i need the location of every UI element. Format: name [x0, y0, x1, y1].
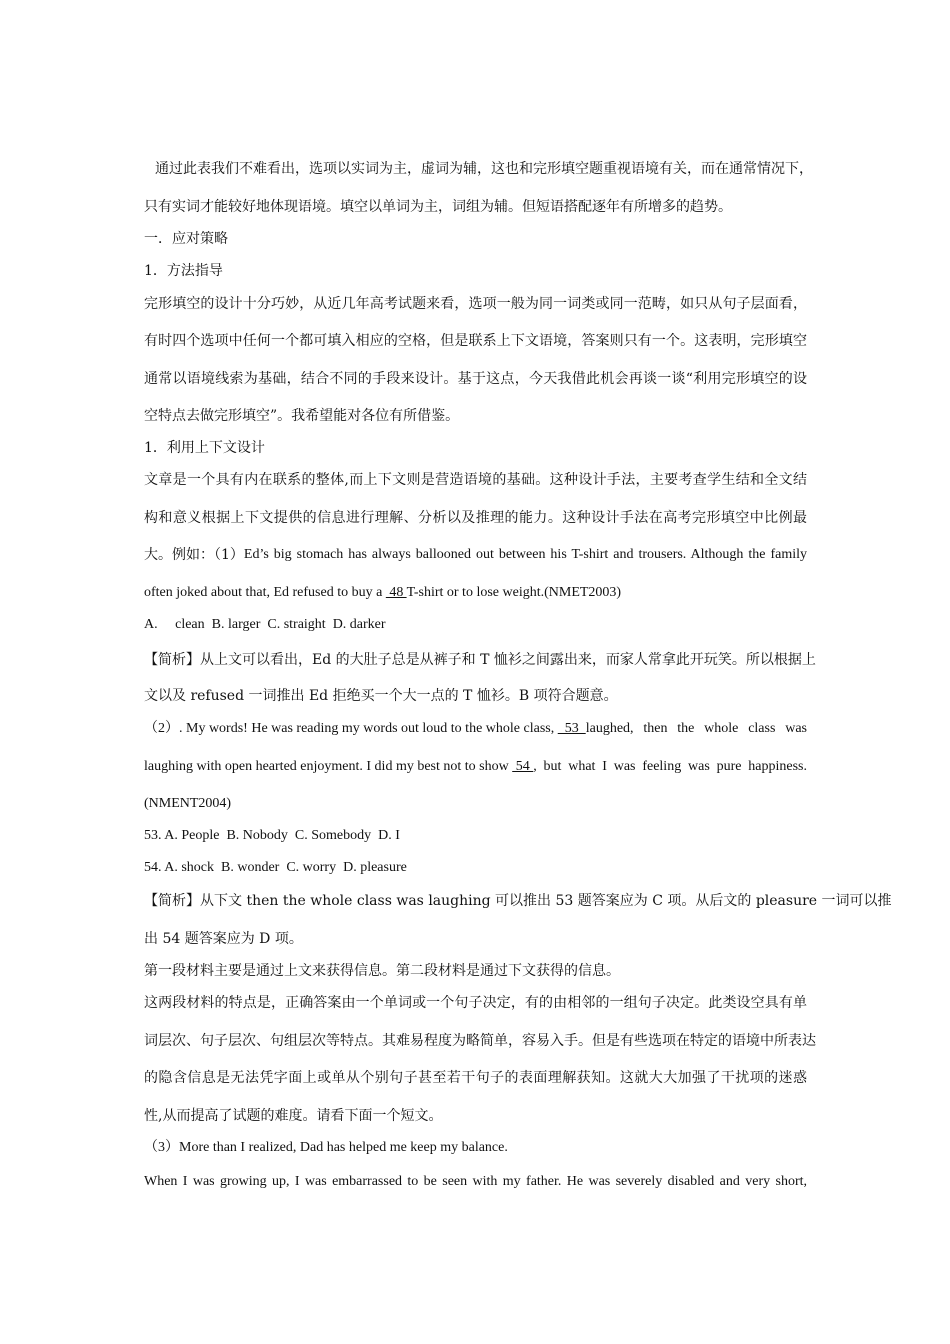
- example-2-line-1: [144, 719, 807, 739]
- summary-line: 第一段材料主要是通过上文来获得信息。第二段材料是通过下文获得的信息。: [144, 963, 620, 979]
- features-line-4: 性,从而提高了试题的难度。请看下面一个短文。: [144, 1108, 443, 1124]
- method-line-1: 完形填空的设计十分巧妙，从近几年高考试题来看，选项一般为同一词类或同一范畴，如只从句子层面看，: [144, 296, 807, 312]
- example-2-source: (NMENT2004): [144, 796, 232, 811]
- example-2-text-after-54: , but what I was feeling was pure happiness.: [533, 759, 807, 774]
- example-3-title: （3）More than I realized, Dad has helped me keep my balance.: [144, 1140, 508, 1155]
- example-1-text-after: T-shirt or to lose weight.(NMET2003): [406, 585, 622, 600]
- example-2-line-2: [144, 757, 807, 777]
- features-line-1: 这两段材料的特点是，正确答案由一个单词或一个句子决定，有的由相邻的一组句子决定。此类设空具有单: [144, 995, 807, 1011]
- method-line-3: 通常以语境线索为基础，结合不同的手段来设计。基于这点，今天我借此机会再谈一谈“利用完形填空的设: [144, 371, 807, 387]
- blank-53: 53: [557, 721, 586, 736]
- example-2-text-after: laughed, then the whole class was: [585, 721, 807, 736]
- options-48: A. clean B. larger C. straight D. darker: [144, 617, 386, 632]
- analysis-1-line-2: 文以及 refused 一词推出 Ed 拒绝买一个大一点的 T 恤衫。B 项符合题意。: [144, 688, 618, 704]
- example-1-label: 大。例如：（1）: [144, 547, 244, 563]
- features-line-2: 词层次、句子层次、句组层次等特点。其难易程度为略简单，容易入手。但是有些选项在特定的语境中所表达: [144, 1033, 816, 1049]
- subheading-context: 1．利用上下文设计: [144, 440, 265, 456]
- analysis-1-line-1: 【简析】从上文可以看出，Ed 的大肚子总是从裤子和 T 恤衫之间露出来，而家人常拿此开玩笑。所以根据上: [144, 652, 816, 668]
- context-line-1: 文章是一个具有内在联系的整体,而上下文则是营造语境的基础。这种设计手法，主要考查学生结和全文结: [144, 472, 807, 488]
- context-line-2: 构和意义根据上下文提供的信息进行理解、分析以及推理的能力。这种设计手法在高考完形填空中比例最: [144, 510, 807, 526]
- options-53: 53. A. People B. Nobody C. Somebody D. I: [144, 828, 400, 843]
- subheading-method: 1．方法指导: [144, 263, 223, 279]
- example-2-text-before: （2）. My words! He was reading my words out loud to the whole class,: [144, 721, 558, 736]
- intro-line-2: 只有实词才能较好地体现语境。填空以单词为主，词组为辅。但短语搭配逐年有所增多的趋势。: [144, 199, 732, 215]
- blank-54: 54: [512, 759, 534, 774]
- analysis-2-line-1: 【简析】从下文 then the whole class was laughing 可以推出 53 题答案应为 C 项。从后文的 pleasure 一词可以推: [144, 893, 892, 909]
- blank-48: 48: [385, 585, 407, 600]
- analysis-2-line-2: 出 54 题答案应为 D 项。: [144, 931, 303, 947]
- example-2-text-before-54: laughing with open hearted enjoyment. I did my best not to show: [144, 759, 513, 774]
- features-line-3: 的隐含信息是无法凭字面上或单从个别句子甚至若干句子的表面理解获知。这就大大加强了干扰项的迷惑: [144, 1070, 807, 1086]
- section-heading: 一．应对策略: [144, 231, 228, 247]
- example-1-text-before: often joked about that, Ed refused to buy a: [144, 585, 386, 600]
- method-line-2: 有时四个选项中任何一个都可填入相应的空格，但是联系上下文语境，答案则只有一个。这表明，完形填空: [144, 333, 807, 349]
- example-1-sentence: Ed’s big stomach has always ballooned out between his T-shirt and trousers. Although the family: [243, 547, 807, 562]
- intro-line-1: 通过此表我们不难看出，选项以实词为主，虚词为辅，这也和完形填空题重视语境有关，而在通常情况下，: [155, 161, 813, 177]
- context-line-4: [144, 583, 807, 603]
- context-line-3: [144, 545, 807, 565]
- method-line-4: 空特点去做完形填空”。我希望能对各位有所借鉴。: [144, 408, 460, 424]
- options-54: 54. A. shock B. wonder C. worry D. pleasure: [144, 860, 407, 875]
- example-3-line-1: When I was growing up, I was embarrassed to be seen with my father. He was severely disabled and very short,: [144, 1174, 807, 1189]
